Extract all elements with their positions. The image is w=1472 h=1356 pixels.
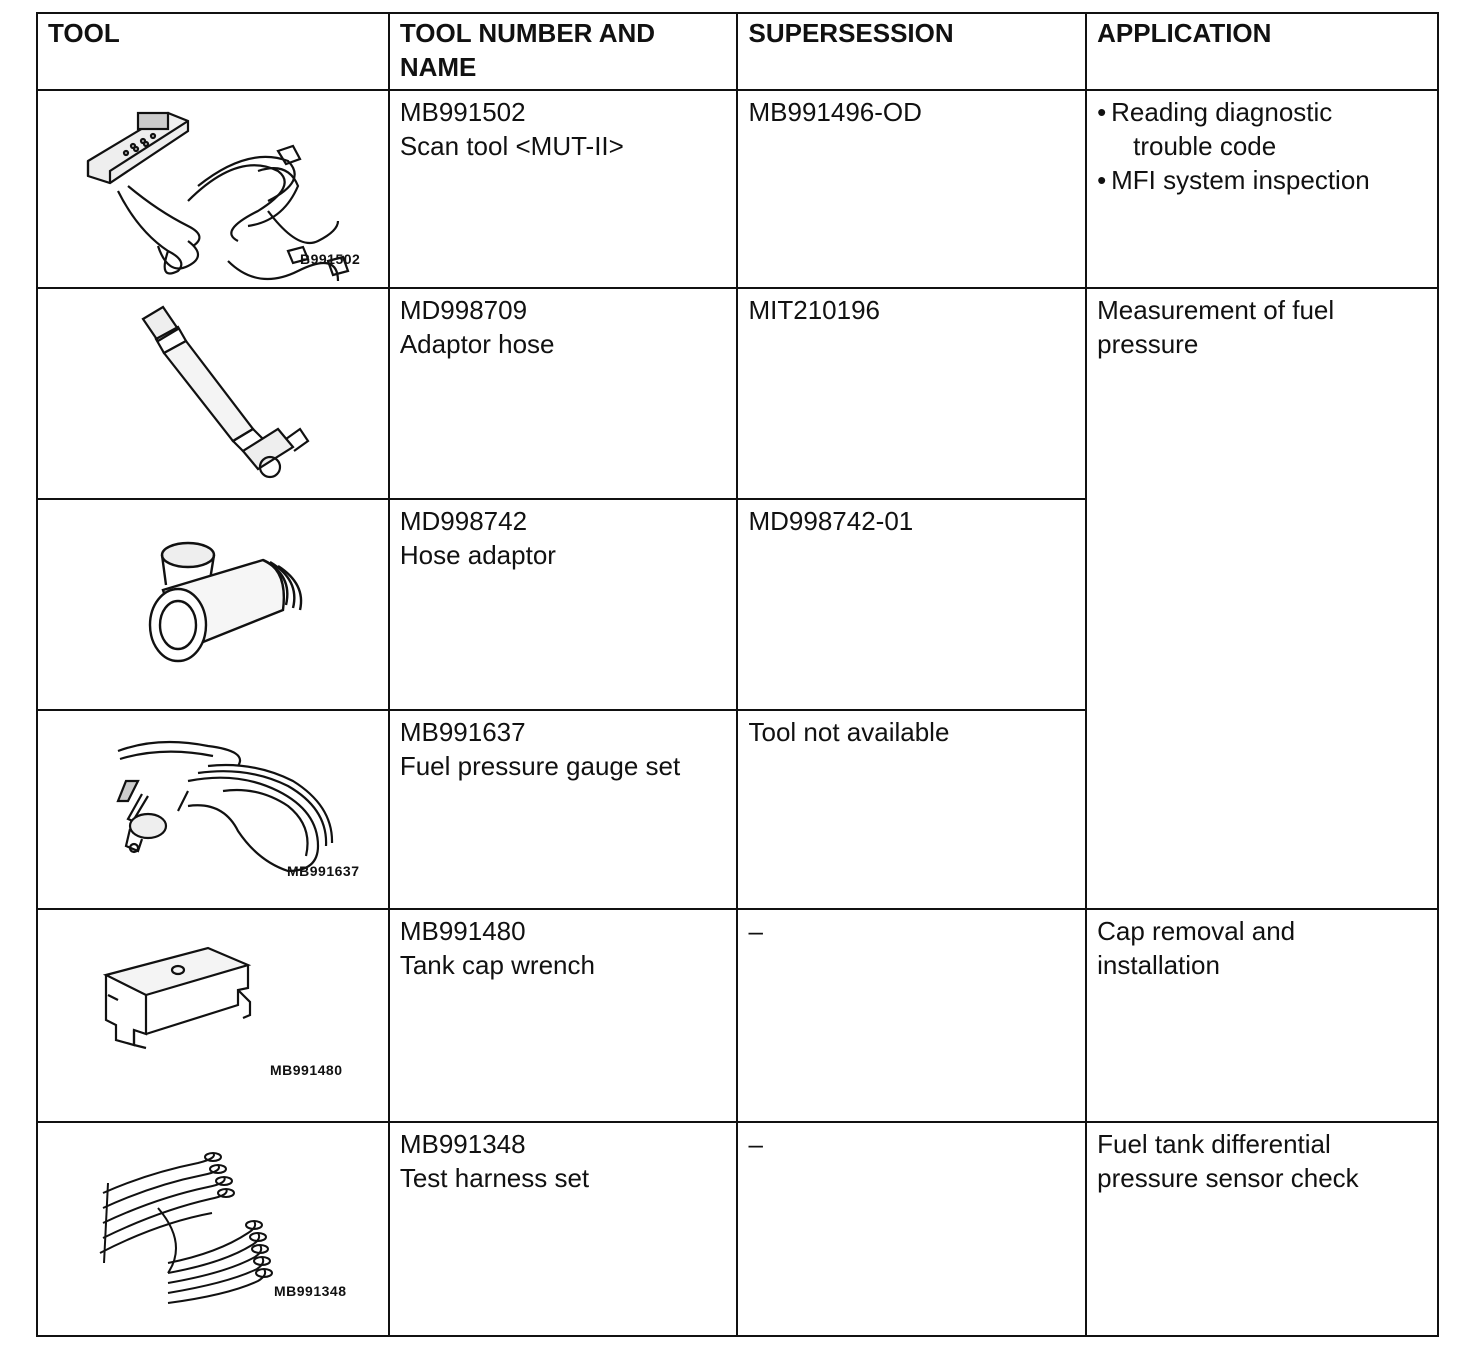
application-text: MFI system inspection — [1111, 165, 1370, 195]
tool-illustration-cell — [37, 499, 389, 710]
tool-number-name-cell — [389, 499, 738, 710]
table-row — [37, 90, 1438, 288]
tool-number: MD998742 — [399, 506, 528, 536]
tool-number: MB991637 — [399, 717, 526, 747]
application-cell — [1086, 90, 1438, 288]
special-tools-table — [36, 12, 1439, 1337]
tool-number-name-cell — [389, 288, 738, 499]
tool-number: MD998709 — [399, 295, 528, 325]
application-text: Fuel tank differential — [1097, 1129, 1331, 1159]
tool-caption: B991502 — [300, 251, 361, 267]
application-text-continued: installation — [1097, 950, 1220, 980]
supersession-cell: MIT210196 — [737, 288, 1086, 499]
header-tool-number-name — [389, 13, 738, 90]
test-harness-icon — [38, 1123, 388, 1335]
tool-caption: MB991637 — [287, 863, 360, 879]
tool-number: MB991348 — [399, 1129, 526, 1159]
application-text: Reading diagnostic — [1111, 97, 1333, 127]
supersession-cell: MD998742-01 — [737, 499, 1086, 710]
adaptor-hose-icon — [38, 289, 388, 498]
table-row — [37, 909, 1438, 1122]
tool-number-name-cell — [389, 710, 738, 909]
application-text-continued: pressure sensor check — [1097, 1163, 1359, 1193]
tool-caption: MB991348 — [274, 1283, 347, 1299]
tool-name: Adaptor hose — [399, 329, 555, 359]
application-cell — [1086, 1122, 1438, 1336]
supersession-cell: – — [737, 909, 1086, 1122]
tool-number: MB991480 — [399, 916, 526, 946]
tool-name: Scan tool <MUT-II> — [399, 131, 624, 161]
header-row — [37, 13, 1438, 90]
tool-illustration-cell — [37, 288, 389, 499]
tool-illustration-cell — [37, 1122, 389, 1336]
tool-name: Fuel pressure gauge set — [399, 751, 681, 781]
tool-illustration-cell — [37, 90, 389, 288]
list-item — [1097, 163, 1427, 197]
header-tool-number-name-line2: NAME — [399, 52, 477, 82]
tool-number-name-cell — [389, 90, 738, 288]
tool-number: MB991502 — [399, 97, 526, 127]
tool-number-name-cell — [389, 909, 738, 1122]
application-text: Measurement of fuel — [1097, 295, 1335, 325]
table-row — [37, 288, 1438, 499]
tank-cap-wrench-icon — [38, 910, 388, 1121]
header-application: APPLICATION — [1086, 13, 1438, 90]
tool-caption: MB991480 — [270, 1062, 343, 1078]
supersession-cell: MB991496-OD — [737, 90, 1086, 288]
application-text: Cap removal and — [1097, 916, 1296, 946]
tool-illustration-cell — [37, 710, 389, 909]
application-cell — [1086, 288, 1438, 909]
header-tool: TOOL — [37, 13, 389, 90]
tool-number-name-cell — [389, 1122, 738, 1336]
table-row — [37, 1122, 1438, 1336]
bullet: • — [1097, 97, 1107, 127]
tool-illustration-cell — [37, 909, 389, 1122]
supersession-cell: – — [737, 1122, 1086, 1336]
header-tool-number-name-line1: TOOL NUMBER AND — [399, 18, 656, 48]
application-text-continued: trouble code — [1133, 131, 1277, 161]
application-list — [1097, 95, 1427, 197]
tool-name: Tank cap wrench — [399, 950, 595, 980]
bullet: • — [1097, 165, 1107, 195]
hose-adaptor-icon — [38, 500, 388, 709]
header-supersession: SUPERSESSION — [737, 13, 1086, 90]
application-cell — [1086, 909, 1438, 1122]
tool-name: Hose adaptor — [399, 540, 556, 570]
tool-name: Test harness set — [399, 1163, 590, 1193]
supersession-cell: Tool not available — [737, 710, 1086, 909]
application-text-continued: pressure — [1097, 329, 1199, 359]
list-item — [1097, 95, 1427, 163]
